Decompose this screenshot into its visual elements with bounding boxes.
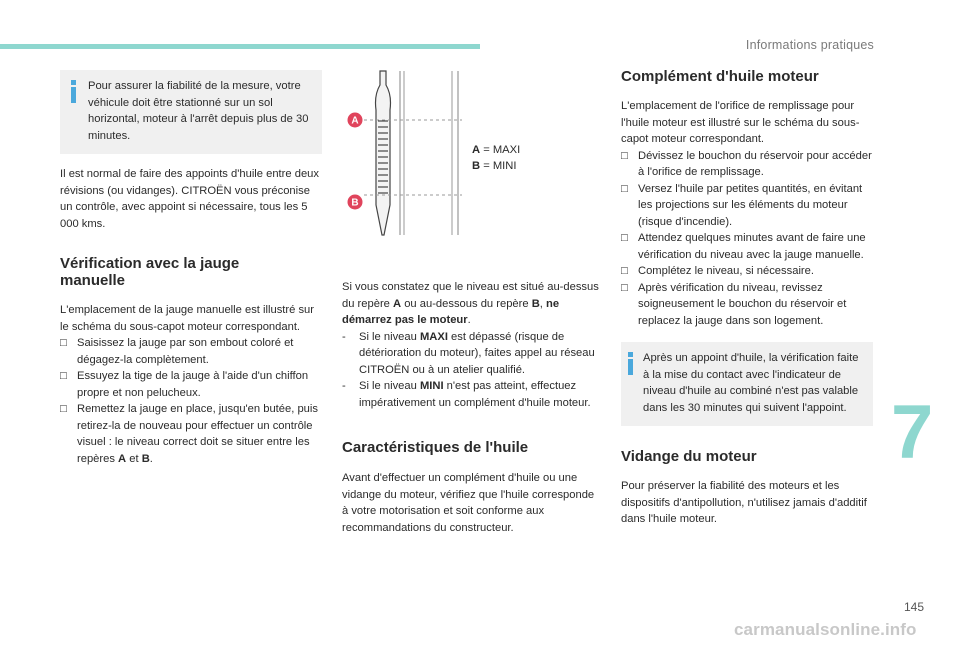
dipstick-diagram xyxy=(340,65,470,245)
heading-line-2: manuelle xyxy=(60,272,126,289)
legend-a-letter: A xyxy=(472,144,481,156)
paragraph-caracteristiques: Avant d'effectuer un complément d'huile ou une vidange du moteur, vérifiez que l'huile corresponde à votre motorisation et soit conforme aux recommandations du constructeur. xyxy=(342,472,595,534)
check-icon: □ xyxy=(621,281,628,294)
list-item xyxy=(60,368,322,401)
paragraph-vidange: Pour préserver la fiabilité des moteurs et les dispositifs d'antipollution, n'utilisez jamais d'additif dans l'huile moteur. xyxy=(621,480,867,525)
list-item-text: Complétez le niveau, si nécessaire. xyxy=(638,265,814,277)
check-icon: □ xyxy=(621,149,628,162)
check-icon: □ xyxy=(60,337,67,349)
text-span: ou au-dessous du repère xyxy=(401,297,532,310)
legend-b-letter: B xyxy=(472,160,481,172)
list-item xyxy=(621,148,873,181)
check-icon: □ xyxy=(621,182,628,195)
dash-mark: - xyxy=(342,380,346,392)
legend-a-text: = MAXI xyxy=(480,144,521,156)
list-item xyxy=(621,181,873,231)
text-span: , xyxy=(539,297,547,310)
dash-mark: - xyxy=(342,330,346,343)
maxi-bold: MAXI xyxy=(419,330,448,343)
marker-a-label: A xyxy=(351,115,359,127)
list-item xyxy=(621,263,873,280)
paragraph-complement-intro: L'emplacement de l'orifice de remplissage pour l'huile moteur est illustré sur le schéma du sous-capot moteur correspondant. xyxy=(621,100,860,145)
section-heading-verification xyxy=(60,255,322,289)
info-box-stationnement xyxy=(60,70,322,154)
legend-mini xyxy=(472,158,520,174)
section-heading-vidange: Vidange du moteur xyxy=(621,448,757,465)
column-right xyxy=(621,68,873,528)
watermark: carmanualsonline.info xyxy=(734,620,917,639)
check-icon: □ xyxy=(60,403,67,415)
text-span: Si le niveau xyxy=(359,380,420,392)
info-text: Pour assurer la fiabilité de la mesure, votre véhicule doit être stationné sur un sol horizontal, moteur à l'arrêt depuis plus de 30 minutes. xyxy=(88,80,309,142)
marker-a-ref: A xyxy=(118,452,127,465)
period: . xyxy=(149,452,153,465)
marker-b-ref: B xyxy=(531,297,540,310)
header-accent-bar xyxy=(0,44,480,49)
list-item xyxy=(342,329,600,379)
section-heading-complement: Complément d'huile moteur xyxy=(621,68,819,85)
list-item-text: Saisissez la jauge par son embout coloré et dégagez-la complètement. xyxy=(77,337,294,366)
check-icon: □ xyxy=(60,370,67,382)
list-item xyxy=(621,230,873,263)
marker-b-ref: B xyxy=(141,452,150,465)
chapter-tab xyxy=(887,390,960,475)
list-item-text: Dévissez le bouchon du réservoir pour accéder à l'orifice de remplissage. xyxy=(638,149,872,178)
info-icon xyxy=(627,352,635,375)
list-item xyxy=(342,378,600,411)
info-icon xyxy=(70,80,78,103)
figure-legend xyxy=(472,142,520,174)
text-span: est dépassé (risque de détérioration du moteur), faites appel au réseau CITROËN ou à un atelier qualifié. xyxy=(359,330,595,376)
heading-line-1: Vérification avec la jauge xyxy=(60,255,240,272)
niveau-cases-list xyxy=(342,329,600,412)
paragraph-niveau xyxy=(342,279,600,329)
info-text: Après un appoint d'huile, la vérification faite à la mise du contact avec l'indicateur de niveau d'huile au combiné n'est pas valable dans les 30 minutes qui suivent l'appoint. xyxy=(643,352,859,414)
list-item xyxy=(60,401,322,467)
legend-b-text: = MINI xyxy=(480,160,517,172)
column-middle xyxy=(342,279,600,536)
list-item-text: Après vérification du niveau, revissez soigneusement le bouchon du réservoir et replacez la jauge dans son logement. xyxy=(638,281,847,327)
verification-steps-list xyxy=(60,335,322,467)
chapter-number: 7 xyxy=(891,390,934,475)
page-number: 145 xyxy=(903,600,924,614)
list-item-text: Versez l'huile par petites quantités, en évitant les projections sur les éléments du moteur (risque d'incendie). xyxy=(638,182,863,228)
marker-a-ref: A xyxy=(393,297,402,310)
paragraph-jauge-intro: L'emplacement de la jauge manuelle est illustré sur le schéma du sous-capot moteur correspondant. xyxy=(60,304,314,333)
list-item-text: Essuyez la tige de la jauge à l'aide d'un chiffon propre et non pelucheux. xyxy=(77,370,309,399)
mini-bold: MINI xyxy=(419,380,444,392)
complement-steps-list xyxy=(621,148,873,330)
text-span: n'est pas atteint, effectuez impérativement un complément d'huile moteur. xyxy=(359,380,591,409)
text-span: Si le niveau xyxy=(359,330,420,343)
check-icon: □ xyxy=(621,265,628,277)
column-left xyxy=(60,70,322,467)
text-span: Si vous constatez que le niveau est situé au-dessus du repère xyxy=(342,281,599,310)
section-heading-caracteristiques: Caractéristiques de l'huile xyxy=(342,439,529,456)
conjunction: et xyxy=(126,452,142,465)
warning-bold: ne démarrez pas le moteur xyxy=(342,297,560,326)
list-item-text: Remettez la jauge en place, jusqu'en butée, puis retirez-la de nouveau pour effectuer un contrôle visuel : le niveau correct doit se situer entre les repères xyxy=(77,403,318,465)
list-item xyxy=(60,335,322,368)
list-item xyxy=(621,280,873,330)
check-icon: □ xyxy=(621,232,628,244)
info-box-verification xyxy=(621,342,873,426)
paragraph-appoints: Il est normal de faire des appoints d'huile entre deux révisions (ou vidanges). CITROËN vous préconise un contrôle, avec appoint si nécessaire, tous les 5 000 kms. xyxy=(60,168,319,230)
header-title: Informations pratiques xyxy=(745,38,874,52)
text-span: . xyxy=(467,314,471,326)
marker-b-label: B xyxy=(351,197,359,209)
legend-maxi xyxy=(472,142,520,158)
list-item-text: Attendez quelques minutes avant de faire une vérification du niveau avec la jauge manuelle. xyxy=(638,232,866,261)
